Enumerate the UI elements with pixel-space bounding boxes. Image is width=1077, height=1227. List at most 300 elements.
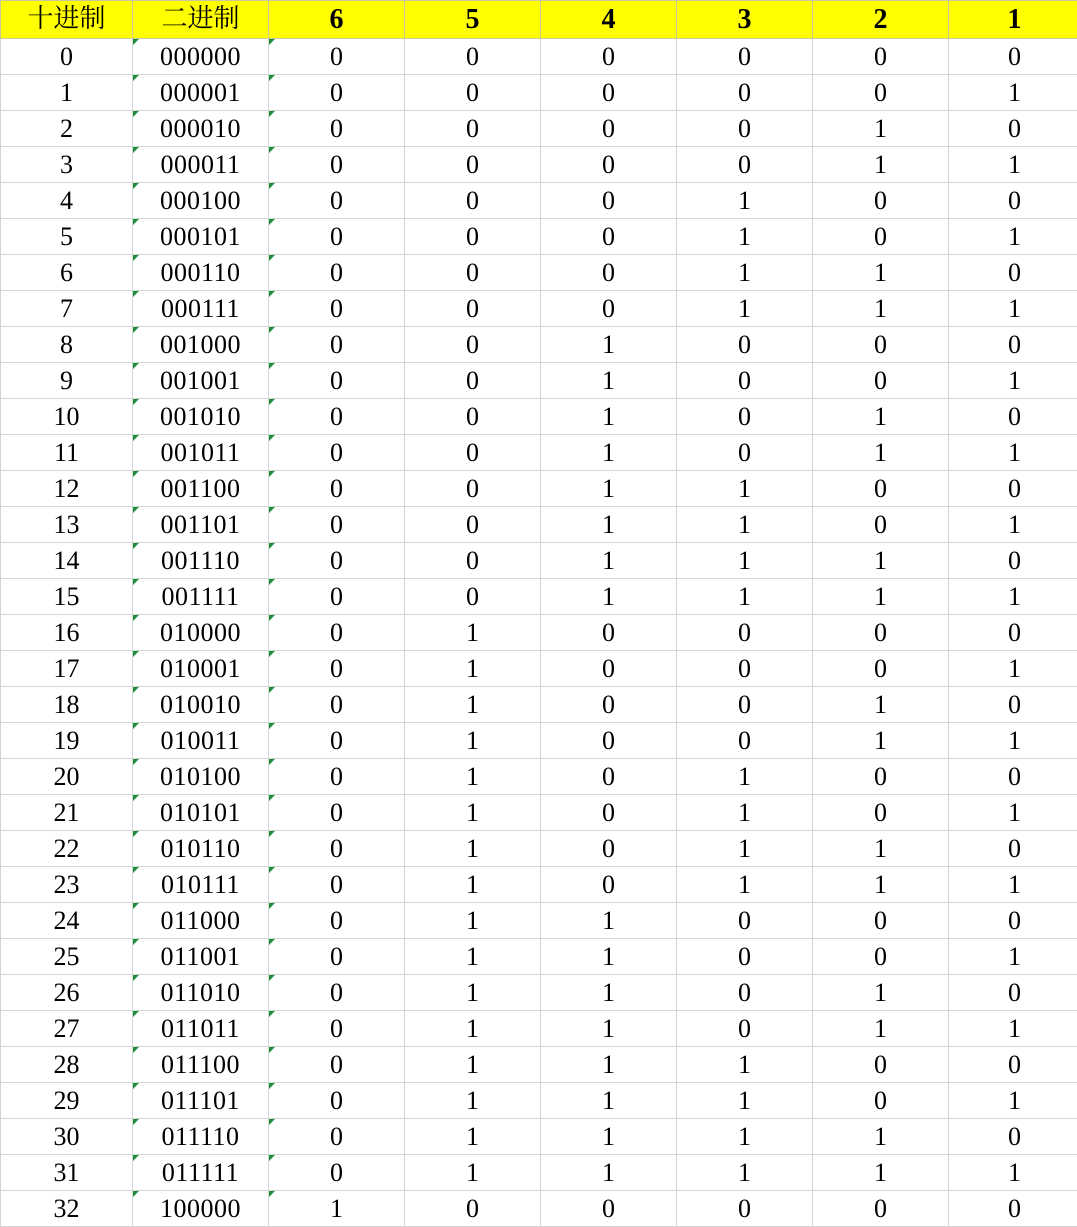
number-as-text-indicator-icon[interactable] [269,1155,275,1161]
cell-bit-5[interactable] [405,615,541,651]
cell-binary[interactable] [133,939,269,975]
cell-binary[interactable] [133,363,269,399]
cell-bit-1[interactable] [949,399,1077,435]
cell-bit-4[interactable] [541,75,677,111]
cell-binary[interactable] [133,1011,269,1047]
number-as-text-indicator-icon[interactable] [133,327,139,333]
cell-bit-5[interactable] [405,1155,541,1191]
cell-binary[interactable] [133,723,269,759]
cell-binary[interactable] [133,1119,269,1155]
cell-binary[interactable] [133,831,269,867]
cell-binary[interactable] [133,687,269,723]
cell-bit-6[interactable] [269,651,405,687]
cell-bit-3[interactable] [677,975,813,1011]
cell-bit-6[interactable] [269,723,405,759]
cell-bit-1[interactable] [949,1083,1077,1119]
cell-bit-4[interactable] [541,1155,677,1191]
cell-bit-1[interactable] [949,867,1077,903]
cell-bit-2[interactable] [813,255,949,291]
cell-binary[interactable] [133,1155,269,1191]
number-as-text-indicator-icon[interactable] [269,147,275,153]
number-as-text-indicator-icon[interactable] [133,543,139,549]
cell-binary[interactable] [133,399,269,435]
cell-bit-1[interactable] [949,831,1077,867]
cell-bit-3[interactable] [677,759,813,795]
cell-bit-6[interactable] [269,111,405,147]
cell-bit-4[interactable] [541,687,677,723]
cell-bit-5[interactable] [405,111,541,147]
number-as-text-indicator-icon[interactable] [133,723,139,729]
cell-binary[interactable] [133,255,269,291]
cell-bit-5[interactable] [405,1083,541,1119]
cell-bit-5[interactable] [405,1119,541,1155]
number-as-text-indicator-icon[interactable] [133,651,139,657]
cell-bit-3[interactable] [677,903,813,939]
cell-binary[interactable] [133,651,269,687]
cell-bit-5[interactable] [405,75,541,111]
cell-bit-1[interactable] [949,543,1077,579]
number-as-text-indicator-icon[interactable] [269,687,275,693]
cell-bit-6[interactable] [269,1155,405,1191]
cell-bit-5[interactable] [405,867,541,903]
cell-bit-2[interactable] [813,435,949,471]
cell-bit-1[interactable] [949,1191,1077,1227]
cell-bit-1[interactable] [949,435,1077,471]
cell-decimal[interactable] [1,327,133,363]
cell-bit-2[interactable] [813,579,949,615]
cell-binary[interactable] [133,507,269,543]
cell-bit-6[interactable] [269,687,405,723]
cell-bit-2[interactable] [813,759,949,795]
cell-bit-1[interactable] [949,183,1077,219]
cell-decimal[interactable] [1,291,133,327]
cell-bit-4[interactable] [541,1191,677,1227]
cell-bit-4[interactable] [541,507,677,543]
cell-decimal[interactable] [1,75,133,111]
cell-decimal[interactable] [1,219,133,255]
number-as-text-indicator-icon[interactable] [133,903,139,909]
cell-bit-2[interactable] [813,1083,949,1119]
cell-bit-6[interactable] [269,1119,405,1155]
cell-bit-3[interactable] [677,651,813,687]
cell-bit-1[interactable] [949,471,1077,507]
cell-bit-4[interactable] [541,255,677,291]
cell-decimal[interactable] [1,975,133,1011]
cell-bit-2[interactable] [813,615,949,651]
cell-bit-6[interactable] [269,435,405,471]
cell-bit-6[interactable] [269,975,405,1011]
number-as-text-indicator-icon[interactable] [133,939,139,945]
cell-bit-4[interactable] [541,975,677,1011]
number-as-text-indicator-icon[interactable] [133,147,139,153]
cell-bit-3[interactable] [677,219,813,255]
cell-decimal[interactable] [1,1119,133,1155]
cell-bit-4[interactable] [541,1119,677,1155]
cell-bit-3[interactable] [677,543,813,579]
cell-bit-2[interactable] [813,1191,949,1227]
cell-bit-2[interactable] [813,39,949,75]
cell-bit-1[interactable] [949,1047,1077,1083]
cell-bit-5[interactable] [405,687,541,723]
cell-bit-1[interactable] [949,579,1077,615]
number-as-text-indicator-icon[interactable] [269,75,275,81]
cell-bit-3[interactable] [677,795,813,831]
number-as-text-indicator-icon[interactable] [269,1191,275,1197]
cell-bit-2[interactable] [813,363,949,399]
cell-binary[interactable] [133,759,269,795]
cell-bit-5[interactable] [405,975,541,1011]
cell-bit-4[interactable] [541,903,677,939]
cell-bit-1[interactable] [949,687,1077,723]
cell-bit-3[interactable] [677,507,813,543]
cell-binary[interactable] [133,75,269,111]
cell-bit-3[interactable] [677,579,813,615]
cell-bit-3[interactable] [677,1191,813,1227]
cell-bit-4[interactable] [541,363,677,399]
cell-bit-1[interactable] [949,219,1077,255]
cell-bit-1[interactable] [949,795,1077,831]
cell-bit-6[interactable] [269,75,405,111]
cell-bit-2[interactable] [813,327,949,363]
cell-bit-6[interactable] [269,255,405,291]
header-bit-3[interactable]: 3 [677,1,813,39]
cell-bit-5[interactable] [405,255,541,291]
cell-bit-3[interactable] [677,1047,813,1083]
cell-bit-5[interactable] [405,435,541,471]
cell-decimal[interactable] [1,507,133,543]
cell-decimal[interactable] [1,651,133,687]
number-as-text-indicator-icon[interactable] [133,1083,139,1089]
number-as-text-indicator-icon[interactable] [269,363,275,369]
cell-bit-2[interactable] [813,795,949,831]
cell-bit-3[interactable] [677,471,813,507]
number-as-text-indicator-icon[interactable] [269,327,275,333]
cell-bit-4[interactable] [541,1011,677,1047]
cell-bit-5[interactable] [405,291,541,327]
cell-decimal[interactable] [1,1047,133,1083]
header-bit-6[interactable]: 6 [269,1,405,39]
number-as-text-indicator-icon[interactable] [269,1011,275,1017]
number-as-text-indicator-icon[interactable] [133,183,139,189]
number-as-text-indicator-icon[interactable] [133,111,139,117]
cell-bit-4[interactable] [541,219,677,255]
cell-bit-5[interactable] [405,147,541,183]
number-as-text-indicator-icon[interactable] [133,1191,139,1197]
number-as-text-indicator-icon[interactable] [133,75,139,81]
cell-bit-6[interactable] [269,471,405,507]
header-bit-1[interactable]: 1 [949,1,1077,39]
cell-binary[interactable] [133,435,269,471]
cell-decimal[interactable] [1,867,133,903]
number-as-text-indicator-icon[interactable] [269,39,275,45]
number-as-text-indicator-icon[interactable] [133,579,139,585]
cell-bit-2[interactable] [813,903,949,939]
cell-bit-3[interactable] [677,327,813,363]
cell-bit-5[interactable] [405,471,541,507]
cell-bit-4[interactable] [541,831,677,867]
number-as-text-indicator-icon[interactable] [269,651,275,657]
cell-bit-5[interactable] [405,651,541,687]
cell-binary[interactable] [133,579,269,615]
cell-binary[interactable] [133,615,269,651]
number-as-text-indicator-icon[interactable] [269,543,275,549]
number-as-text-indicator-icon[interactable] [133,1155,139,1161]
cell-decimal[interactable] [1,1083,133,1119]
cell-bit-6[interactable] [269,1083,405,1119]
cell-bit-5[interactable] [405,1011,541,1047]
cell-bit-4[interactable] [541,291,677,327]
cell-bit-5[interactable] [405,939,541,975]
cell-bit-3[interactable] [677,183,813,219]
cell-bit-3[interactable] [677,1083,813,1119]
cell-bit-2[interactable] [813,975,949,1011]
cell-bit-1[interactable] [949,1119,1077,1155]
cell-bit-3[interactable] [677,111,813,147]
cell-bit-3[interactable] [677,1011,813,1047]
cell-bit-1[interactable] [949,723,1077,759]
cell-bit-1[interactable] [949,759,1077,795]
number-as-text-indicator-icon[interactable] [133,1047,139,1053]
number-as-text-indicator-icon[interactable] [133,255,139,261]
cell-binary[interactable] [133,1191,269,1227]
cell-bit-4[interactable] [541,1047,677,1083]
cell-bit-1[interactable] [949,651,1077,687]
cell-bit-6[interactable] [269,507,405,543]
cell-bit-3[interactable] [677,363,813,399]
number-as-text-indicator-icon[interactable] [133,831,139,837]
number-as-text-indicator-icon[interactable] [133,291,139,297]
cell-bit-6[interactable] [269,579,405,615]
cell-decimal[interactable] [1,1191,133,1227]
cell-bit-4[interactable] [541,327,677,363]
cell-bit-5[interactable] [405,219,541,255]
cell-bit-6[interactable] [269,399,405,435]
cell-binary[interactable] [133,543,269,579]
cell-bit-5[interactable] [405,507,541,543]
cell-bit-2[interactable] [813,111,949,147]
cell-bit-5[interactable] [405,1191,541,1227]
cell-bit-2[interactable] [813,147,949,183]
cell-bit-2[interactable] [813,651,949,687]
cell-decimal[interactable] [1,687,133,723]
header-bit-5[interactable]: 5 [405,1,541,39]
cell-bit-2[interactable] [813,939,949,975]
cell-bit-2[interactable] [813,471,949,507]
number-as-text-indicator-icon[interactable] [269,399,275,405]
number-as-text-indicator-icon[interactable] [269,1047,275,1053]
cell-binary[interactable] [133,975,269,1011]
cell-bit-2[interactable] [813,399,949,435]
number-as-text-indicator-icon[interactable] [269,183,275,189]
cell-bit-3[interactable] [677,723,813,759]
number-as-text-indicator-icon[interactable] [133,507,139,513]
cell-bit-6[interactable] [269,291,405,327]
cell-decimal[interactable] [1,363,133,399]
cell-bit-1[interactable] [949,291,1077,327]
cell-bit-1[interactable] [949,615,1077,651]
cell-bit-6[interactable] [269,1191,405,1227]
cell-bit-6[interactable] [269,831,405,867]
cell-binary[interactable] [133,291,269,327]
cell-bit-2[interactable] [813,291,949,327]
number-as-text-indicator-icon[interactable] [269,759,275,765]
cell-binary[interactable] [133,795,269,831]
cell-bit-5[interactable] [405,183,541,219]
number-as-text-indicator-icon[interactable] [133,615,139,621]
cell-bit-1[interactable] [949,327,1077,363]
cell-bit-2[interactable] [813,687,949,723]
cell-bit-5[interactable] [405,759,541,795]
cell-bit-4[interactable] [541,795,677,831]
number-as-text-indicator-icon[interactable] [269,795,275,801]
cell-bit-3[interactable] [677,867,813,903]
cell-bit-4[interactable] [541,399,677,435]
cell-bit-3[interactable] [677,255,813,291]
number-as-text-indicator-icon[interactable] [269,579,275,585]
cell-bit-6[interactable] [269,759,405,795]
cell-binary[interactable] [133,183,269,219]
cell-bit-2[interactable] [813,1155,949,1191]
cell-bit-2[interactable] [813,219,949,255]
cell-bit-6[interactable] [269,939,405,975]
cell-decimal[interactable] [1,1011,133,1047]
number-as-text-indicator-icon[interactable] [133,687,139,693]
cell-bit-4[interactable] [541,111,677,147]
cell-bit-5[interactable] [405,579,541,615]
cell-decimal[interactable] [1,831,133,867]
number-as-text-indicator-icon[interactable] [133,435,139,441]
cell-decimal[interactable] [1,435,133,471]
number-as-text-indicator-icon[interactable] [133,471,139,477]
cell-decimal[interactable] [1,1155,133,1191]
number-as-text-indicator-icon[interactable] [133,975,139,981]
number-as-text-indicator-icon[interactable] [269,975,275,981]
cell-bit-4[interactable] [541,759,677,795]
cell-bit-6[interactable] [269,183,405,219]
cell-bit-4[interactable] [541,615,677,651]
number-as-text-indicator-icon[interactable] [269,471,275,477]
number-as-text-indicator-icon[interactable] [269,831,275,837]
cell-bit-1[interactable] [949,975,1077,1011]
number-as-text-indicator-icon[interactable] [269,219,275,225]
cell-decimal[interactable] [1,795,133,831]
cell-bit-4[interactable] [541,543,677,579]
cell-bit-5[interactable] [405,39,541,75]
cell-bit-6[interactable] [269,39,405,75]
cell-bit-3[interactable] [677,399,813,435]
cell-decimal[interactable] [1,183,133,219]
cell-bit-2[interactable] [813,1011,949,1047]
cell-bit-6[interactable] [269,327,405,363]
number-as-text-indicator-icon[interactable] [269,903,275,909]
cell-decimal[interactable] [1,723,133,759]
cell-bit-3[interactable] [677,75,813,111]
cell-bit-4[interactable] [541,183,677,219]
cell-binary[interactable] [133,903,269,939]
number-as-text-indicator-icon[interactable] [269,111,275,117]
cell-bit-4[interactable] [541,39,677,75]
number-as-text-indicator-icon[interactable] [269,939,275,945]
cell-bit-3[interactable] [677,39,813,75]
cell-bit-2[interactable] [813,831,949,867]
cell-bit-3[interactable] [677,687,813,723]
cell-bit-2[interactable] [813,543,949,579]
cell-bit-1[interactable] [949,147,1077,183]
number-as-text-indicator-icon[interactable] [269,507,275,513]
cell-bit-6[interactable] [269,1047,405,1083]
cell-decimal[interactable] [1,147,133,183]
cell-bit-4[interactable] [541,867,677,903]
cell-bit-5[interactable] [405,723,541,759]
cell-bit-6[interactable] [269,795,405,831]
cell-bit-6[interactable] [269,147,405,183]
number-as-text-indicator-icon[interactable] [133,219,139,225]
header-bit-4[interactable]: 4 [541,1,677,39]
cell-binary[interactable] [133,111,269,147]
cell-bit-2[interactable] [813,75,949,111]
number-as-text-indicator-icon[interactable] [269,255,275,261]
cell-bit-2[interactable] [813,1119,949,1155]
cell-bit-5[interactable] [405,831,541,867]
cell-binary[interactable] [133,219,269,255]
cell-bit-5[interactable] [405,795,541,831]
number-as-text-indicator-icon[interactable] [133,399,139,405]
cell-bit-5[interactable] [405,363,541,399]
number-as-text-indicator-icon[interactable] [269,1083,275,1089]
cell-bit-1[interactable] [949,903,1077,939]
cell-bit-5[interactable] [405,543,541,579]
cell-bit-3[interactable] [677,1119,813,1155]
cell-bit-6[interactable] [269,1011,405,1047]
cell-bit-3[interactable] [677,435,813,471]
number-as-text-indicator-icon[interactable] [269,291,275,297]
cell-decimal[interactable] [1,39,133,75]
cell-bit-2[interactable] [813,867,949,903]
number-as-text-indicator-icon[interactable] [133,1119,139,1125]
cell-bit-5[interactable] [405,327,541,363]
cell-bit-3[interactable] [677,1155,813,1191]
cell-bit-3[interactable] [677,291,813,327]
cell-binary[interactable] [133,39,269,75]
cell-bit-4[interactable] [541,723,677,759]
cell-binary[interactable] [133,867,269,903]
cell-decimal[interactable] [1,471,133,507]
cell-binary[interactable] [133,1047,269,1083]
number-as-text-indicator-icon[interactable] [269,723,275,729]
cell-bit-3[interactable] [677,939,813,975]
number-as-text-indicator-icon[interactable] [269,867,275,873]
cell-decimal[interactable] [1,903,133,939]
cell-decimal[interactable] [1,111,133,147]
number-as-text-indicator-icon[interactable] [133,39,139,45]
number-as-text-indicator-icon[interactable] [269,1119,275,1125]
cell-decimal[interactable] [1,615,133,651]
cell-bit-1[interactable] [949,39,1077,75]
cell-bit-4[interactable] [541,1083,677,1119]
cell-bit-6[interactable] [269,615,405,651]
cell-bit-5[interactable] [405,1047,541,1083]
cell-bit-1[interactable] [949,111,1077,147]
cell-bit-6[interactable] [269,219,405,255]
cell-binary[interactable] [133,1083,269,1119]
cell-decimal[interactable] [1,759,133,795]
cell-bit-1[interactable] [949,255,1077,291]
cell-decimal[interactable] [1,579,133,615]
number-as-text-indicator-icon[interactable] [133,867,139,873]
cell-bit-3[interactable] [677,147,813,183]
cell-bit-1[interactable] [949,1011,1077,1047]
number-as-text-indicator-icon[interactable] [133,363,139,369]
